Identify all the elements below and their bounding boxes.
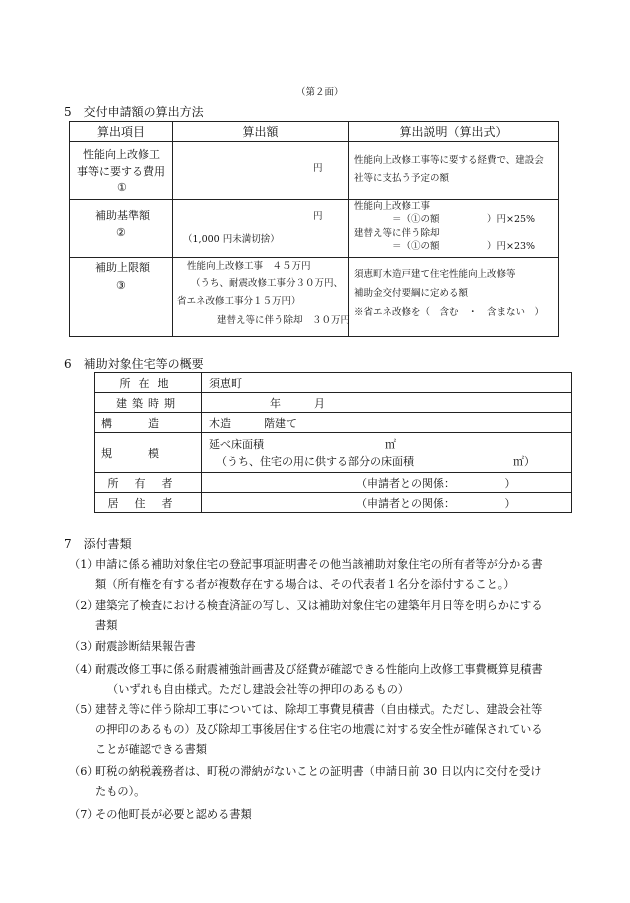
amount-cell[interactable]: 円: [173, 142, 349, 200]
item-cell: 補助基準額 ②: [70, 200, 173, 258]
construction-date-field[interactable]: 年 月: [202, 393, 572, 413]
item-cell: 性能向上改修工 事等に要する費用 ①: [70, 142, 173, 200]
label-owner: 所有者: [95, 473, 202, 493]
amount-cell[interactable]: 円 （1,000 円未満切捨）: [173, 200, 349, 258]
label-structure: 構造: [95, 413, 202, 433]
resident-field[interactable]: （申請者との関係： ）: [202, 493, 572, 513]
housing-overview-table: [94, 372, 572, 513]
section-6-title: 6 補助対象住宅等の概要: [64, 357, 204, 371]
page-label: （第２面）: [296, 87, 344, 98]
table-row: [95, 393, 572, 413]
label-scale: 規模: [95, 433, 202, 473]
location-field[interactable]: 須恵町: [202, 373, 572, 393]
table-row: [95, 493, 572, 513]
header-item: 算出項目: [70, 122, 173, 142]
section-7-title: 7 添付書類: [64, 537, 132, 551]
table-row: [70, 142, 559, 200]
label-location: 所在地: [95, 373, 202, 393]
section-5-title: 5 交付申請額の算出方法: [64, 105, 204, 119]
label-construction-date: 建築時期: [95, 393, 202, 413]
structure-field[interactable]: 木造 階建て: [202, 413, 572, 433]
owner-field[interactable]: （申請者との関係： ）: [202, 473, 572, 493]
header-explanation: 算出説明（算出式）: [349, 122, 559, 142]
explanation-cell: 性能向上改修工事 ＝（①の額 ）円×25% 建替え等に伴う除却 ＝（①の額 ）円×23%: [349, 200, 559, 258]
scale-field[interactable]: 延べ床面積 ㎡ （うち、住宅の用に供する部分の床面積 ㎡）: [202, 433, 572, 473]
table-row: [70, 258, 559, 337]
table-row: [95, 413, 572, 433]
table-row: [70, 200, 559, 258]
calculation-table: [69, 121, 559, 337]
header-amount: 算出額: [173, 122, 349, 142]
amount-cell: 性能向上改修工事 ４５万円 （うち、耐震改修工事分３０万円、 省エネ改修工事分１５万円） 建替え等に伴う除却 ３０万円: [173, 258, 349, 337]
table-row: [95, 473, 572, 493]
table-row: [95, 373, 572, 393]
item-cell: 補助上限額 ③: [70, 258, 173, 337]
table-row: [95, 433, 572, 473]
explanation-cell: 性能向上改修工事等に要する経費で、建設会 社等に支払う予定の額: [349, 142, 559, 200]
explanation-cell: 須恵町木造戸建て住宅性能向上改修等 補助金交付要綱に定める額 ※省エネ改修を（ 含む ・ 含まない ）: [349, 258, 559, 337]
label-resident: 居住者: [95, 493, 202, 513]
